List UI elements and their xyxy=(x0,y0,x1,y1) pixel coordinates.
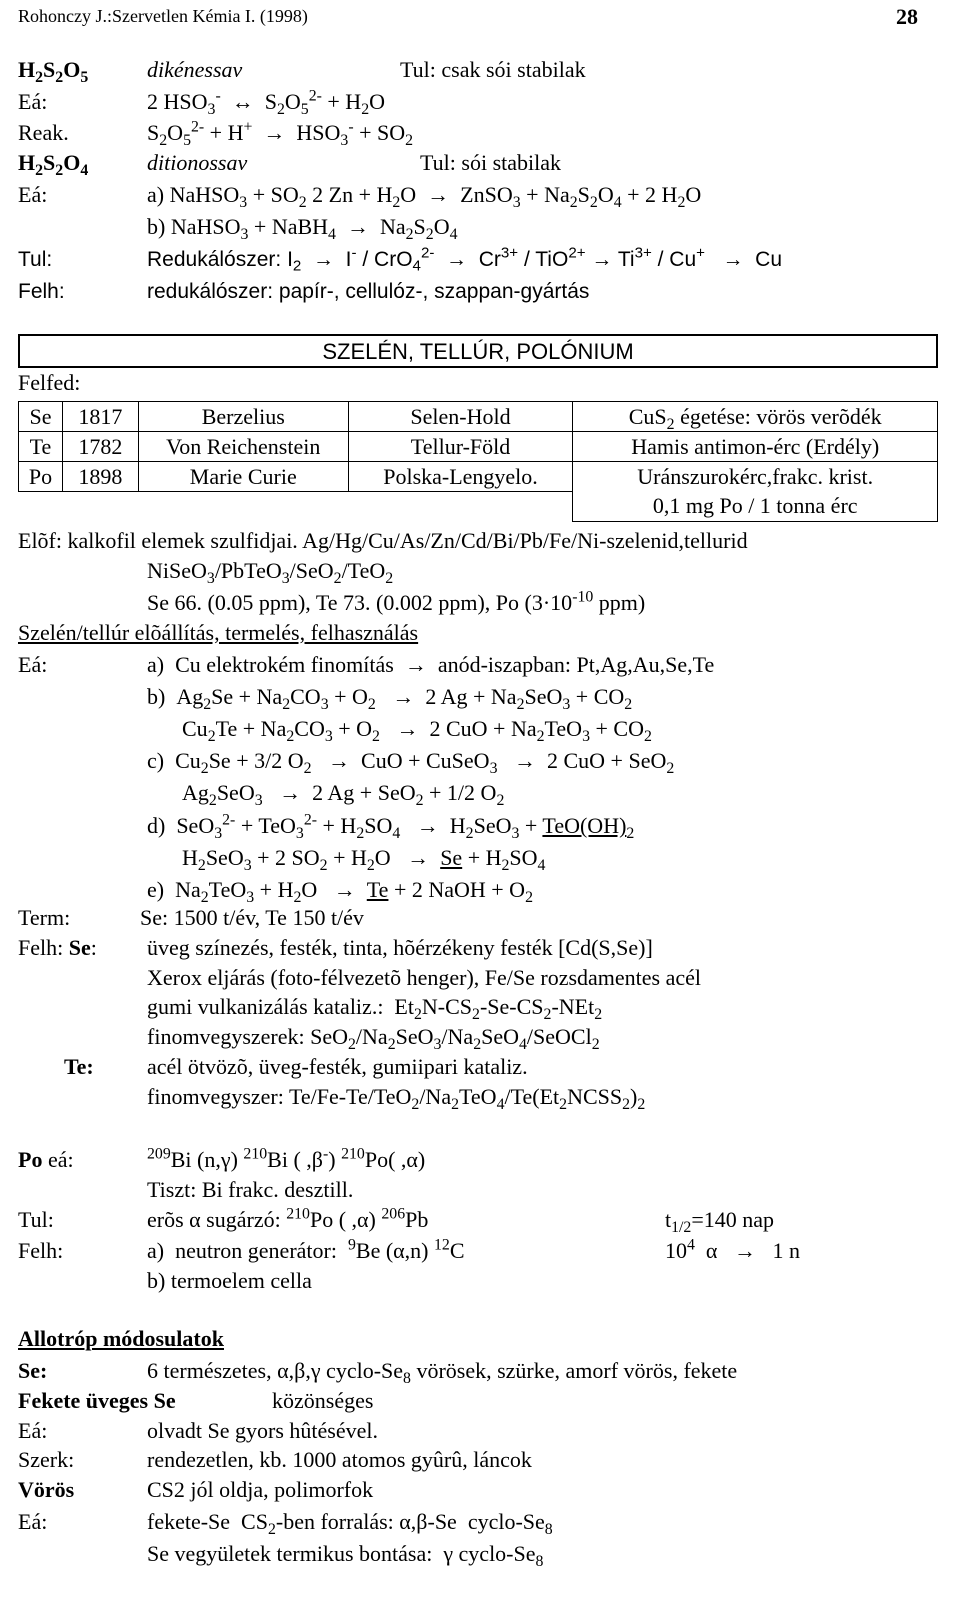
reducer-series: Redukálószer: $I_2 \to I^- / CrO_4^{2-} \to Cr^{3+} / TiO^{2+} \to Ti^{3+} / Cu^+ \to Cu$ xyxy=(147,244,783,275)
table-cell: Hamis antimon-érc (Erdély) xyxy=(573,432,938,462)
section-title: SZELÉN, TELLÚR, POLÓNIUM xyxy=(18,334,938,368)
po-tul: erõs α sugárzó: $^{210}$Po ( ,α) $^{206}$Pb xyxy=(147,1205,429,1232)
tul-s2o5: Tul: csak sói stabilak xyxy=(400,57,586,82)
formula-h2s2o5: $H_2S_2O_5$ xyxy=(18,57,89,86)
voros-text: CS2 jól oldja, polimorfok xyxy=(147,1477,374,1502)
po-felh-a: a) neutron generátor: $^9$Be (α,n) $^{12}$C xyxy=(147,1236,465,1263)
felfed-label: Felfed: xyxy=(18,370,81,395)
half-life: $t_{1/2}=140$ nap xyxy=(665,1207,775,1236)
reak-label: Reak. xyxy=(18,120,69,145)
tul-label: Tul: xyxy=(18,1207,54,1232)
table-cell: Marie Curie xyxy=(138,462,348,492)
tul-s2o4: Tul: sói stabilak xyxy=(420,150,561,175)
te-use-2: finomvegyszer: $Te/Fe-Te/TeO_2/Na_2TeO_4/Te(Et_2NCSS_2)_2$ xyxy=(147,1084,646,1113)
fekete-label: Fekete üveges Se xyxy=(18,1388,176,1413)
elof-text: Elõf: kalkofil elemek szulfidjai. Ag/Hg/Cu/As/Zn/Cd/Bi/Pb/Fe/Ni-szelenid,tellurid xyxy=(18,528,748,553)
se-allotropes: 6 természetes, α,β,γ cyclo-$Se_8$ vörösek, szürke, amorf vörös, fekete xyxy=(147,1358,738,1387)
table-cell: Tellur-Föld xyxy=(348,432,573,462)
equation: $H_2SeO_3 + 2$ $SO_2 + H_2O \to Se + H_2SO_4$ xyxy=(182,845,546,874)
table-cell: 1817 xyxy=(62,402,138,432)
equation: c) $Cu_2Se + 3/2$ $O_2$ → CuO + CuSeO$_3$ → 2 CuO + SeO$_2$ xyxy=(147,748,675,777)
table-cell: Selen-Hold xyxy=(348,402,573,432)
table-cell: Se xyxy=(19,402,63,432)
szerk-text: rendezetlen, kb. 1000 atomos gyûrû, láncok xyxy=(147,1447,532,1472)
table-cell: 1898 xyxy=(62,462,138,492)
formula-h2s2o4: $H_2S_2O_4$ xyxy=(18,150,89,179)
equation: 2 $HSO_3^-$ ↔ $S_2O_5^{2-} + H_2O$ xyxy=(147,87,385,118)
felh-se-label: Felh: Se: xyxy=(18,935,97,960)
equation: $Cu_2Te + Na_2CO_3 + O_2 \to 2$ CuO + $Na_2TeO_3 + CO_2$ xyxy=(182,716,652,745)
po-note: 0,1 mg Po / 1 tonna érc xyxy=(573,492,938,522)
ea-label: Eá: xyxy=(18,1509,48,1534)
abundance: Se 66. (0.05 ppm), Te 73. (0.002 ppm), Po ($3\cdot 10^{-10}$ ppm) xyxy=(147,588,646,615)
felh-text: redukálószer: papír-, cellulóz-, szappan-gyártás xyxy=(147,280,590,303)
ea-label: Eá: xyxy=(18,89,48,114)
se-use-2: Xerox eljárás (foto-félvezetõ henger), Fe/Se rozsdamentes acél xyxy=(147,965,702,990)
voros-ea-1: fekete-Se $CS_2$-ben forralás: α,β-Se cyclo-$Se_8$ xyxy=(147,1509,553,1538)
neutron-yield: $10^4$ α → 1 n xyxy=(665,1236,800,1263)
equation: d) $SeO_3^{2-} + TeO_3^{2-} + H_2SO_4 \to H_2SeO_3 + TeO(OH)_2$ xyxy=(147,811,635,842)
fekete-text: közönséges xyxy=(272,1388,374,1413)
equation: e) $Na_2TeO_3 + H_2O \to Te + 2$ NaOH + $O_2$ xyxy=(147,877,533,906)
page-number: 28 xyxy=(896,4,918,29)
table-cell: Uránszurokérc,frakc. krist. xyxy=(573,462,938,492)
table-row xyxy=(19,492,938,522)
name-dikenessav: dikénessav xyxy=(147,57,243,82)
voros-label: Vörös xyxy=(18,1477,75,1502)
po-felh-b: b) termoelem cella xyxy=(147,1268,312,1293)
se-use-1: üveg színezés, festék, tinta, hõérzékeny festék [Cd(S,Se)] xyxy=(147,935,653,960)
ea-label: Eá: xyxy=(18,182,48,207)
felh-label: Felh: xyxy=(18,280,65,303)
ea-label: Eá: xyxy=(18,652,48,677)
table-cell: Berzelius xyxy=(138,402,348,432)
felh-label: Felh: xyxy=(18,1238,64,1263)
se-use-4: finomvegyszerek: $SeO_2/Na_2SeO_3/Na_2SeO_4/SeOCl_2$ xyxy=(147,1024,600,1053)
table-row xyxy=(19,432,938,462)
allotrop-heading: Allotróp módosulatok xyxy=(18,1326,224,1351)
fekete-ea: olvadt Se gyors hûtésével. xyxy=(147,1418,378,1443)
table-cell: Te xyxy=(19,432,63,462)
table-cell: CuS$_2$ égetése: vörös verõdék xyxy=(573,402,938,432)
equation: a) Cu elektrokém finomítás → anód-iszapban: Pt,Ag,Au,Se,Te xyxy=(147,652,715,677)
equation: b) NaHSO$_3$ + NaBH$_4$ → $Na_2S_2O_4$ xyxy=(147,214,458,243)
table-cell: 1782 xyxy=(62,432,138,462)
term-label: Term: xyxy=(18,905,71,930)
szerk-label: Szerk: xyxy=(18,1447,75,1472)
tul-label: Tul: xyxy=(18,248,53,271)
term-text: Se: 1500 t/év, Te 150 t/év xyxy=(140,905,364,930)
table-row xyxy=(19,402,938,432)
te-use-1: acél ötvözõ, üveg-festék, gumiipari kataliz. xyxy=(147,1054,528,1079)
author-line: Rohonczy J.:Szervetlen Kémia I. (1998) xyxy=(18,6,308,26)
equation: $S_2O_5^{2-} + H^+ \to HSO_3^- + SO_2$ xyxy=(147,118,414,149)
se-label: Se: xyxy=(18,1358,48,1383)
page-header xyxy=(18,6,918,27)
elof-compounds: NiSeO$_3$/PbTeO$_3$/SeO$_2$/TeO$_2$ xyxy=(147,558,394,587)
equation: a) NaHSO$_3$ + $SO_2$ 2 $Zn + H_2O$ → ZnSO$_3$ + $Na_2S_2O_4 + 2$ $H_2O$ xyxy=(147,182,702,211)
equation: b) $Ag_2Se + Na_2CO_3 + O_2 \to 2$ $Ag + Na_2SeO_3 + CO_2$ xyxy=(147,684,633,713)
voros-ea-2: Se vegyületek termikus bontása: γ cyclo-$Se_8$ xyxy=(147,1541,544,1570)
table-cell: Von Reichenstein xyxy=(138,432,348,462)
production-heading: Szelén/tellúr elõállítás, termelés, felhasználás xyxy=(18,620,419,645)
equation: $Ag_2SeO_3 \to 2$ Ag + SeO$_2$ + 1/2 $O_2$ xyxy=(182,780,505,809)
po-nuclear-equation: $^{209}$Bi (n,γ) $^{210}$Bi ( ,β-) $^{210}$Po( ,α) xyxy=(147,1145,426,1172)
te-label: Te: xyxy=(64,1054,94,1079)
name-ditionossav: ditionossav xyxy=(147,150,248,175)
discovery-table xyxy=(18,401,938,522)
table-cell: Polska-Lengyelo. xyxy=(348,462,573,492)
po-ea-label: Po eá: xyxy=(18,1147,74,1172)
table-row xyxy=(19,462,938,492)
table-cell: Po xyxy=(19,462,63,492)
se-use-3: gumi vulkanizálás kataliz.: $Et_2N-CS_2-Se-CS_2-NEt_2$ xyxy=(147,994,603,1023)
po-tiszt: Tiszt: Bi frakc. desztill. xyxy=(147,1177,354,1202)
ea-label: Eá: xyxy=(18,1418,48,1443)
